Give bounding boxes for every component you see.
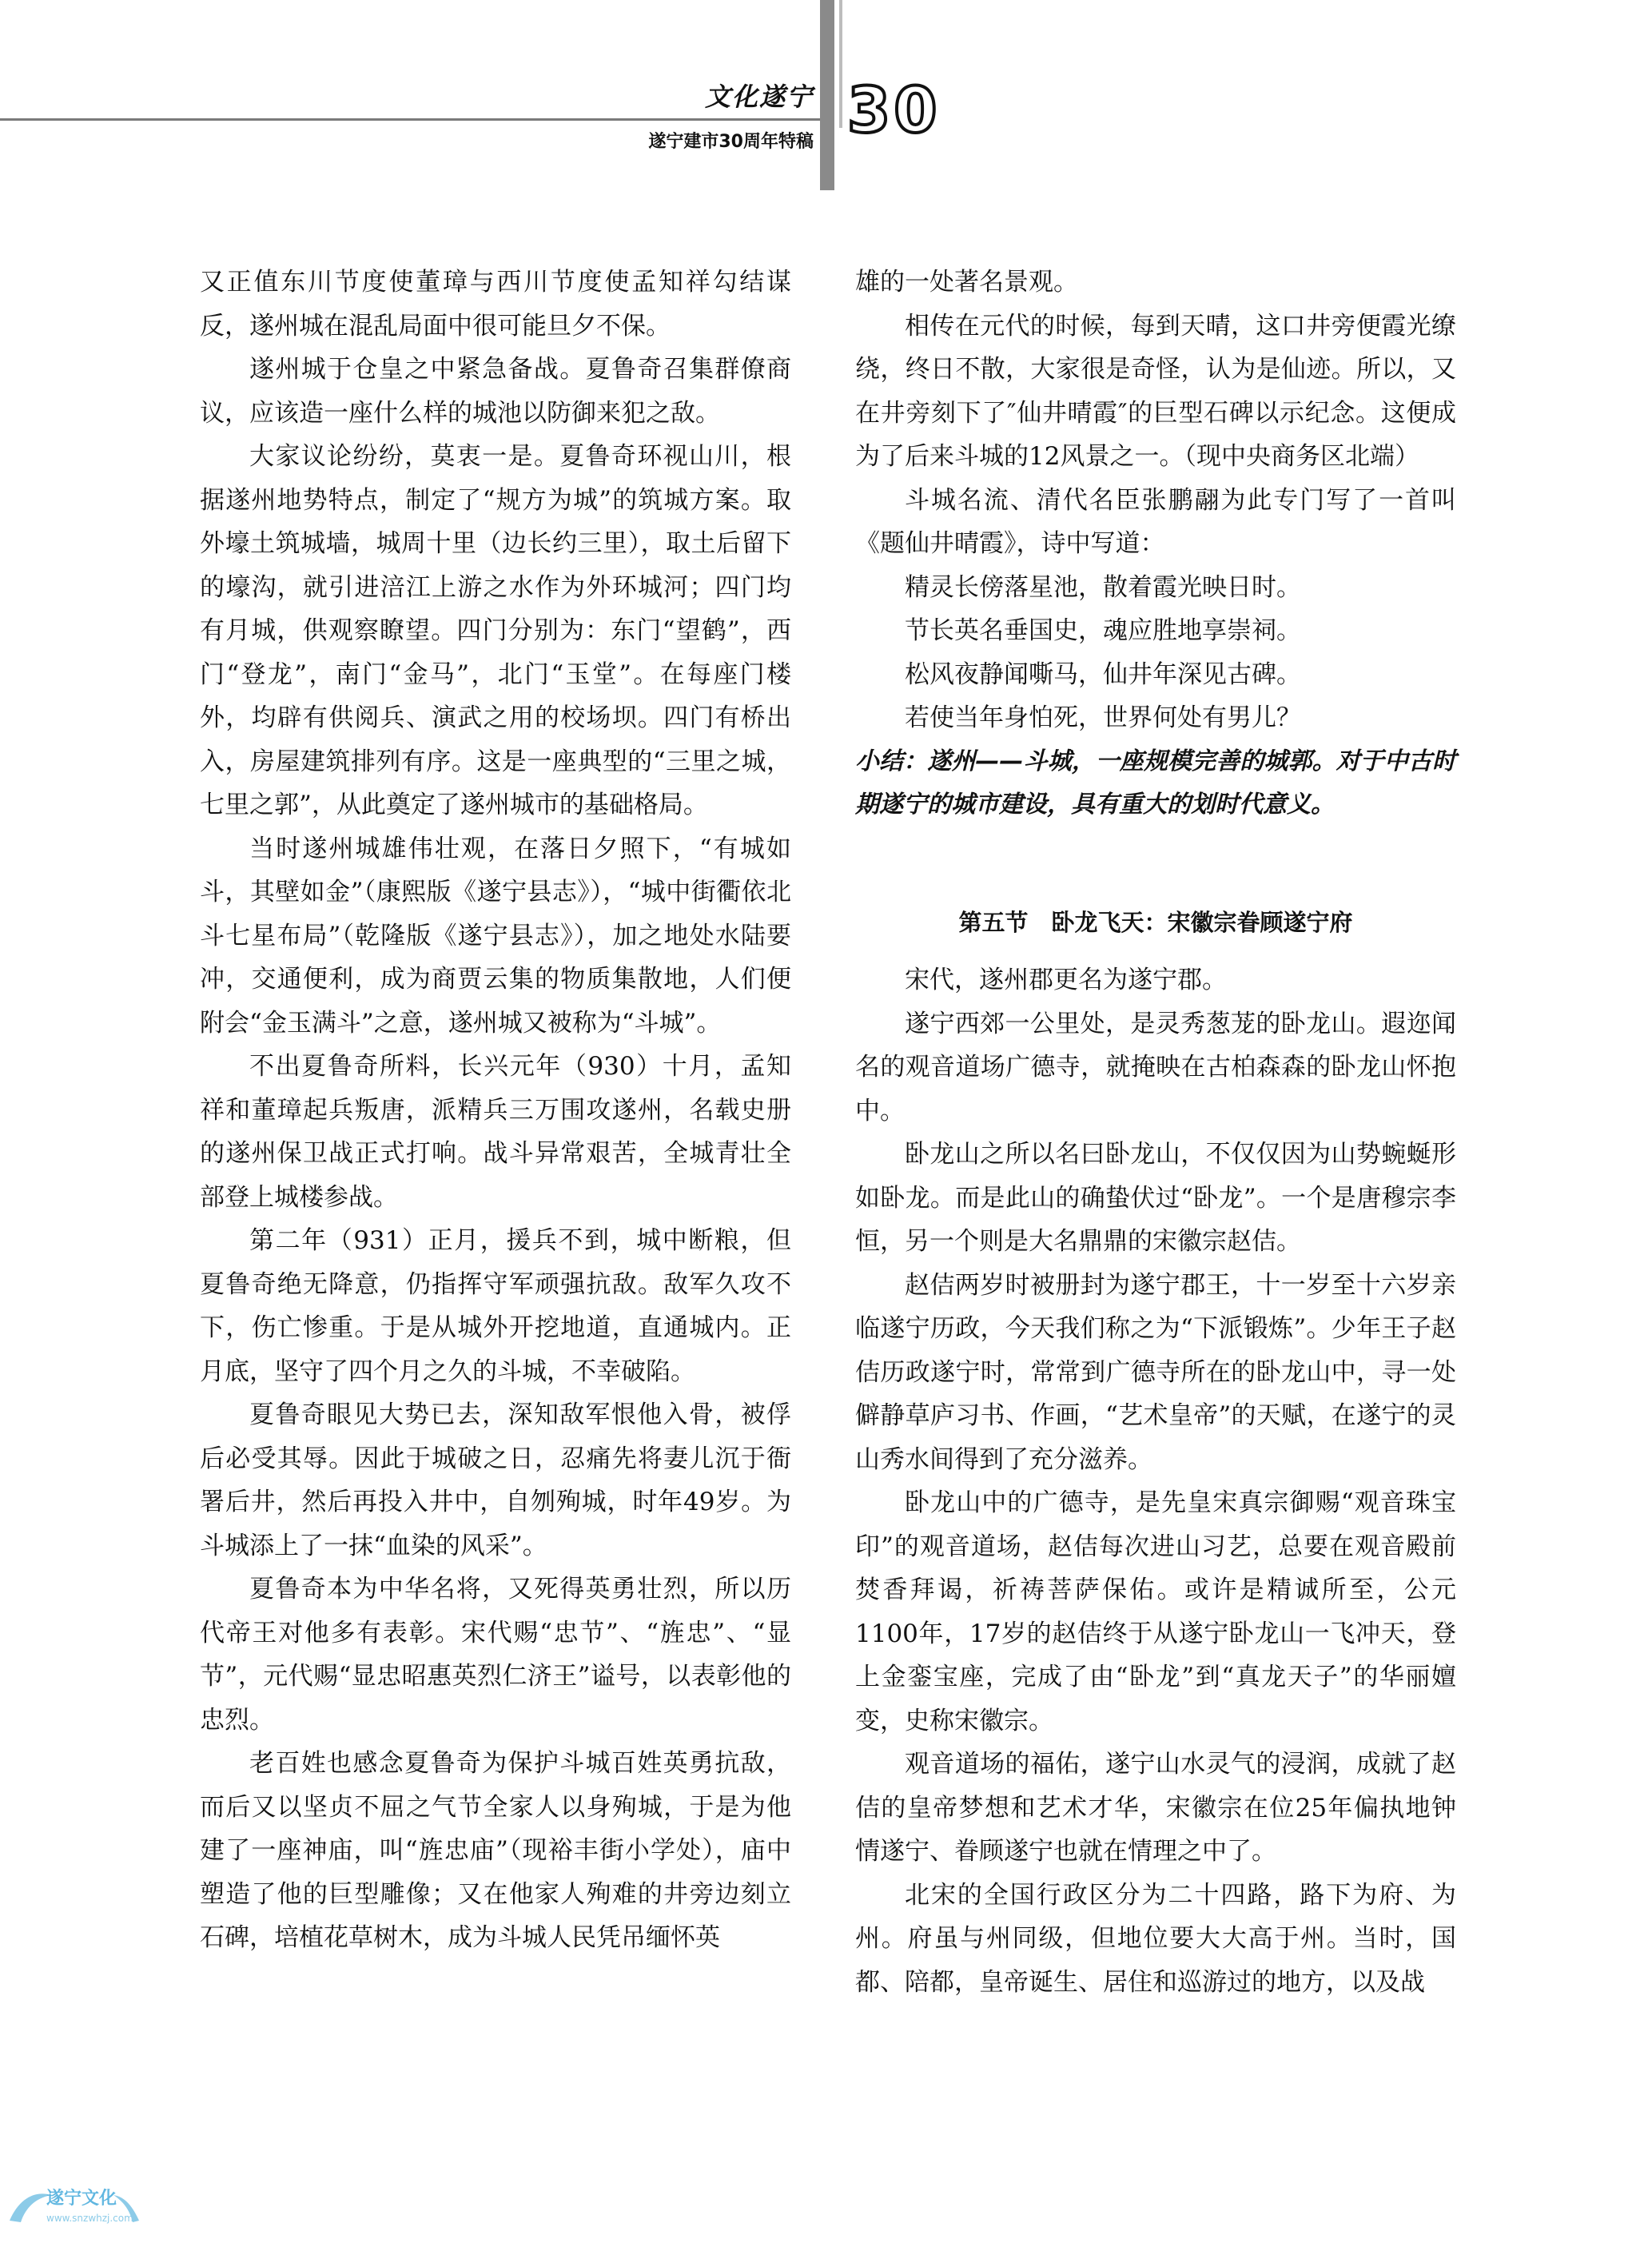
- paragraph: 北宋的全国行政区分为二十四路，路下为府、为州。府虽与州同级，但地位要大大高于州。当时，国都、陪都，皇帝诞生、居住和巡游过的地方，以及战: [855, 1880, 1456, 1997]
- paragraph: 观音道场的福佑，遂宁山水灵气的浸润，成就了赵佶的皇帝梦想和艺术才华，宋徽宗在位25年偏执地钟情遂宁、眷顾遂宁也就在情理之中了。: [855, 1750, 1456, 1866]
- left-paragraphs: [200, 261, 791, 1960]
- paragraph: 雄的一处著名景观。: [855, 268, 1078, 297]
- paragraph: 夏鲁奇眼见大势已去，深知敌军恨他入骨，被俘后必受其辱。因此于城破之日，忍痛先将妻儿沉于衙署后井，然后再投入井中，自刎殉城，时年49岁。为斗城添上了一抹“血染的风采”。: [200, 1400, 791, 1560]
- poem-line: 松风夜静闻嘶马，仙井年深见古碑。: [905, 659, 1301, 689]
- paragraph: 大家议论纷纷，莫衷一是。夏鲁奇环视山川，根据遂州地势特点，制定了“规方为城”的筑城方案。取外壕土筑城墙，城周十里（边长约三里），取土后留下的壕沟，就引进涪江上游之水作为外环城河；四门均有月城，供观察瞭望。四门分别为：东门“望鹤”，西门“登龙”，南门“金马”，北门“玉堂”。在每座门楼外，均辟有供阅兵、演武之用的校场坝。四门有桥出入，房屋建筑排列有序。这是一座典型的“三里之城，七里之郭”，从此奠定了遂州城市的基础格局。: [200, 442, 791, 819]
- paragraph: 当时遂州城雄伟壮观，在落日夕照下，“有城如斗，其壁如金”（康熙版《遂宁县志》），“城中街衢依北斗七星布局”（乾隆版《遂宁县志》），加之地处水陆要冲，交通便利，成为商贾云集的物质集散地，人们便附会“金玉满斗”之意，遂州城又被称为“斗城”。: [200, 834, 791, 1038]
- poem-line: 节长英名垂国史，魂应胜地享崇祠。: [905, 616, 1301, 645]
- right-column: [855, 261, 1456, 2004]
- magazine-title: 文化遂宁: [704, 82, 814, 112]
- paragraph: 遂州城于仓皇之中紧急备战。夏鲁奇召集群僚商议，应该造一座什么样的城池以防御来犯之敌。: [200, 355, 791, 428]
- header-vertical-bar: [820, 0, 834, 190]
- header-rule: [0, 118, 820, 121]
- right-paragraphs-before: [855, 261, 1456, 566]
- paragraph: 宋代，遂州郡更名为遂宁郡。: [905, 966, 1227, 994]
- left-column: [200, 261, 791, 1960]
- watermark-text: 遂宁文化: [46, 2189, 117, 2209]
- paragraph: 赵佶两岁时被册封为遂宁郡王，十一岁至十六岁亲临遂宁历政，今天我们称之为“下派锻炼”。少年王子赵佶历政遂宁时，常常到广德寺所在的卧龙山中，寻一处僻静草庐习书、作画，“艺术皇帝”的天赋，在遂宁的灵山秀水间得到了充分滋养。: [855, 1270, 1456, 1474]
- paragraph: 遂宁西郊一公里处，是灵秀葱茏的卧龙山。遐迩闻名的观音道场广德寺，就掩映在古柏森森的卧龙山怀抱中。: [855, 1009, 1456, 1125]
- paragraph: 夏鲁奇本为中华名将，又死得英勇壮烈，所以历代帝王对他多有表彰。宋代赐“忠节”、“旌忠”、“显节”，元代赐“显忠昭惠英烈仁济王”谥号，以表彰他的忠烈。: [200, 1575, 791, 1735]
- paragraph: 不出夏鲁奇所料，长兴元年（930）十月，孟知祥和董璋起兵叛唐，派精兵三万围攻遂州，名载史册的遂州保卫战正式打响。战斗异常艰苦，全城青壮全部登上城楼参战。: [200, 1052, 791, 1212]
- paragraph: 第二年（931）正月，援兵不到，城中断粮，但夏鲁奇绝无降意，仍指挥守军顽强抗敌。敌军久攻不下，伤亡惨重。于是从城外开挖地道，直通城内。正月底，坚守了四个月之久的斗城，不幸破陷。: [200, 1226, 791, 1386]
- paragraph: 又正值东川节度使董璋与西川节度使孟知祥勾结谋反，遂州城在混乱局面中很可能旦夕不保。: [200, 268, 791, 341]
- paragraph: 老百姓也感念夏鲁奇为保护斗城百姓英勇抗敌，而后又以坚贞不屈之气节全家人以身殉城，于是为他建了一座神庙，叫“旌忠庙”（现裕丰街小学处），庙中塑造了他的巨型雕像；又在他家人殉难的井旁边刻立石碑，培植花草树木，成为斗城人民凭吊缅怀英: [200, 1749, 791, 1952]
- header-vertical-bar-thin: [839, 0, 842, 128]
- paragraph: 相传在元代的时候，每到天晴，这口井旁便霞光缭绕，终日不散，大家很是奇怪，认为是仙迹。所以，又在井旁刻下了″仙井晴霞″的巨型石碑以示纪念。这便成为了后来斗城的12风景之一。（现中央商务区北端）: [855, 311, 1456, 471]
- paragraph: 卧龙山之所以名曰卧龙山，不仅仅因为山势蜿蜒形如卧龙。而是此山的确蛰伏过“卧龙”。一个是唐穆宗李恒，另一个则是大名鼎鼎的宋徽宗赵佶。: [855, 1140, 1456, 1256]
- section-summary: 小结：遂州——斗城，一座规模完善的城郭。对于中古时期遂宁的城市建设，具有重大的划时代意义。: [855, 747, 1456, 819]
- poem-line: 若使当年身怕死，世界何处有男儿？: [905, 703, 1301, 732]
- watermark-url: www.snzwhzj.com: [46, 2213, 133, 2224]
- section-heading: 第五节 卧龙飞天：宋徽宗眷顾遂宁府: [958, 908, 1353, 936]
- poem-line: 精灵长傍落星池，散着霞光映日时。: [905, 572, 1301, 602]
- poem: [855, 566, 1456, 740]
- paragraph: 卧龙山中的广德寺，是先皇宋真宗御赐“观音珠宝印”的观音道场，赵佶每次进山习艺，总要在观音殿前焚香拜谒，祈祷菩萨保佑。或许是精诚所至，公元1100年，17岁的赵佶终于从遂宁卧龙山一飞冲天，登上金銮宝座，完成了由“卧龙”到“真龙天子”的华丽嬗变，史称宋徽宗。: [855, 1488, 1456, 1735]
- issue-subtitle: 遂宁建市30周年特稿: [648, 132, 814, 152]
- paragraph: 斗城名流、清代名臣张鹏翮为此专门写了一首叫《题仙井晴霞》，诗中写道：: [855, 485, 1456, 558]
- page-number: 30: [847, 75, 941, 147]
- right-paragraphs-after: [855, 958, 1456, 2004]
